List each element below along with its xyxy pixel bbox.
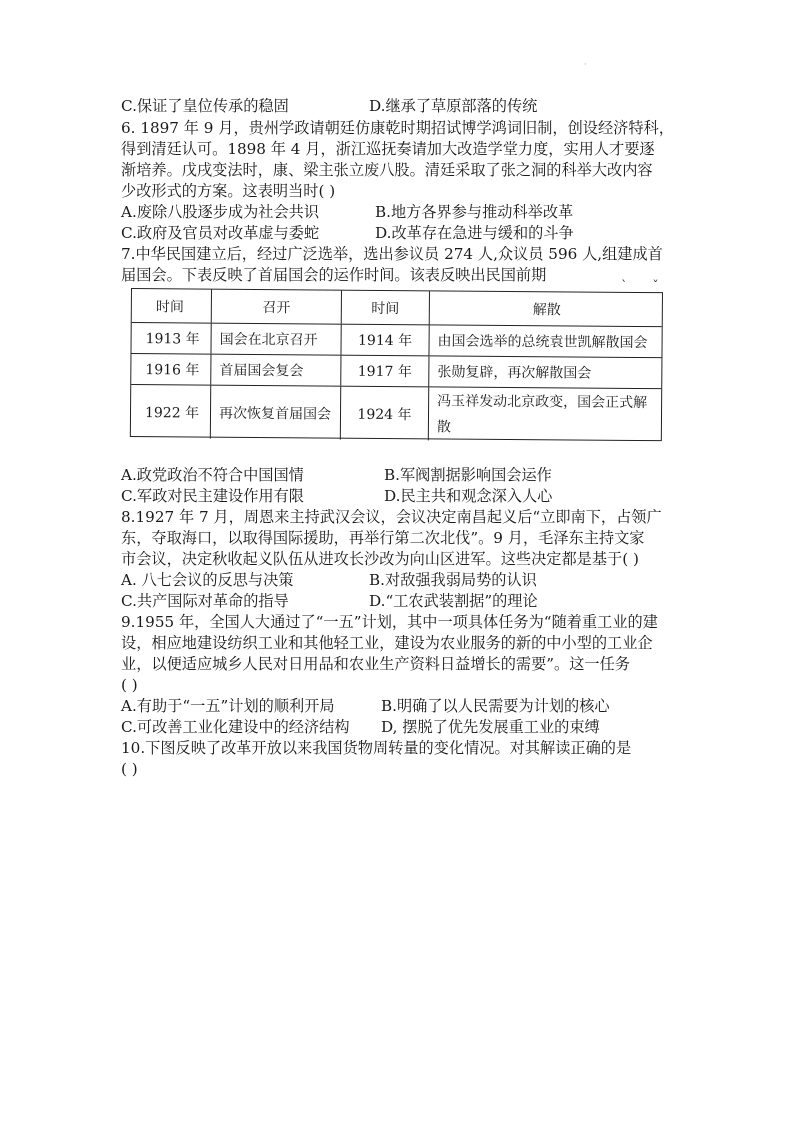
scan-mark: ` ˇ (621, 279, 659, 294)
q6-option-c: C.政府及官员对改革虚与委蛇 (121, 224, 320, 242)
q5-option-c: C.保证了皇位传承的稳固 (121, 97, 289, 115)
q9-option-d: D, 摆脱了优先发展重工业的束缚 (381, 718, 600, 736)
table-cell: 冯玉祥发动北京政变，国会正式解散 (436, 392, 648, 436)
q6-option-b: B.地方各界参与推动科举改革 (375, 203, 574, 221)
table-cell: 1922 年 (131, 385, 211, 439)
q9-option-a: A.有助于“一五”计划的顺利开局 (121, 697, 335, 715)
table-header-cell: 时间 (132, 289, 212, 323)
q7-stem-line-2: 届国会。下表反映了首届国会的运作时间。该表反映出民国前期 (121, 266, 547, 284)
q6-stem-line-2: 得到清廷认可。1898 年 4 月，浙江巡抚奏请加大改造学堂力度，实用人才要逐 (121, 140, 655, 158)
q6-option-a: A.废除八股逐步成为社会共识 (121, 203, 320, 221)
table-header-cell: 时间 (342, 291, 430, 325)
q8-option-d: D.“工农武装割据”的理论 (369, 592, 538, 610)
q9-stem-line-2: 设，相应地建设纺织工业和其他轻工业，建设为农业服务的新的中小型的工业企 (121, 634, 653, 652)
table-cell: 再次恢复首届国会 (211, 386, 341, 440)
q6-stem-line-3: 渐培养。戊戌变法时，康、梁主张立废八股。清廷采取了张之洞的科举大改内容 (121, 161, 653, 179)
q8-stem-line-2: 东，夺取海口，以取得国际援助，再举行第二次北伐”。9 月，毛泽东主持文家 (121, 529, 645, 547)
q7-option-a: A.政党政治不符合中国国情 (121, 466, 304, 484)
q8-option-b: B.对敌强我弱局势的认识 (369, 571, 537, 589)
q9-option-b: B.明确了以人民需要为计划的核心 (381, 697, 610, 715)
q7-option-d: D.民主共和观念深入人心 (384, 487, 553, 505)
table-cell: 张勋复辟，再次解散国会 (437, 364, 592, 382)
q7-stem-line-1: 7.中华民国建立后，经过广泛选举，选出参议员 274 人,众议员 596 人,组建成首 (121, 245, 663, 263)
table-cell: 国会在北京召开 (211, 324, 341, 355)
q8-option-a: A. 八七会议的反思与决策 (121, 571, 294, 589)
table-cell: 1924 年 (341, 387, 429, 441)
q9-stem-line-4: ( ) (121, 676, 138, 694)
q5-option-d: D.继承了草原部落的传统 (369, 97, 538, 115)
table-cell: 1917 年 (341, 356, 429, 387)
table-row (131, 385, 661, 442)
q8-stem-line-1: 8.1927 年 7 月，周恩来主持武汉会议，会议决定南昌起义后“立即南下，占领广 (121, 508, 662, 526)
q6-option-d: D.改革存在急进与缓和的斗争 (375, 224, 574, 242)
table-cell: 1914 年 (341, 325, 429, 356)
table-row (131, 354, 661, 389)
table-header-cell: 解散 (532, 301, 561, 318)
q7-option-b: B.军阀割据影响国会运作 (384, 466, 552, 484)
q8-option-c: C.共产国际对革命的指导 (121, 592, 289, 610)
q9-stem-line-3: 业，以便适应城乡人民对日用品和农业生产资料日益增长的需要”。这一任务 (121, 655, 630, 673)
table-row (131, 323, 661, 358)
q7-option-c: C.军政对民主建设作用有限 (121, 487, 304, 505)
table-cell: 1913 年 (131, 323, 211, 354)
scan-speck: · (584, 60, 587, 69)
table-cell: 首届国会复会 (211, 355, 341, 386)
table-cell: 1916 年 (131, 354, 211, 385)
q6-stem-line-1: 6. 1897 年 9 月，贵州学政请朝廷仿康乾时期招试博学鸿词旧制，创设经济特科， (121, 119, 674, 137)
q9-stem-line-1: 9.1955 年，全国人大通过了“一五”计划，其中一项具体任务为“随着重工业的建 (121, 613, 658, 631)
table-cell: 由国会选举的总统袁世凯解散国会 (437, 333, 648, 352)
q10-stem-line-1: 10.下图反映了改革开放以来我国货物周转量的变化情况。对其解读正确的是 (121, 739, 632, 757)
parliament-table (130, 288, 663, 441)
table-header-cell: 召开 (212, 290, 342, 324)
q8-stem-line-3: 市会议，决定秋收起义队伍从进攻长沙改为向山区进军。这些决定都是基于( ) (121, 550, 639, 568)
table-header-row (132, 289, 662, 327)
q10-stem-line-2: ( ) (121, 760, 138, 778)
q9-option-c: C.可改善工业化建设中的经济结构 (121, 718, 350, 736)
q6-stem-line-4: 少改形式的方案。这表明当时( ) (121, 182, 336, 200)
